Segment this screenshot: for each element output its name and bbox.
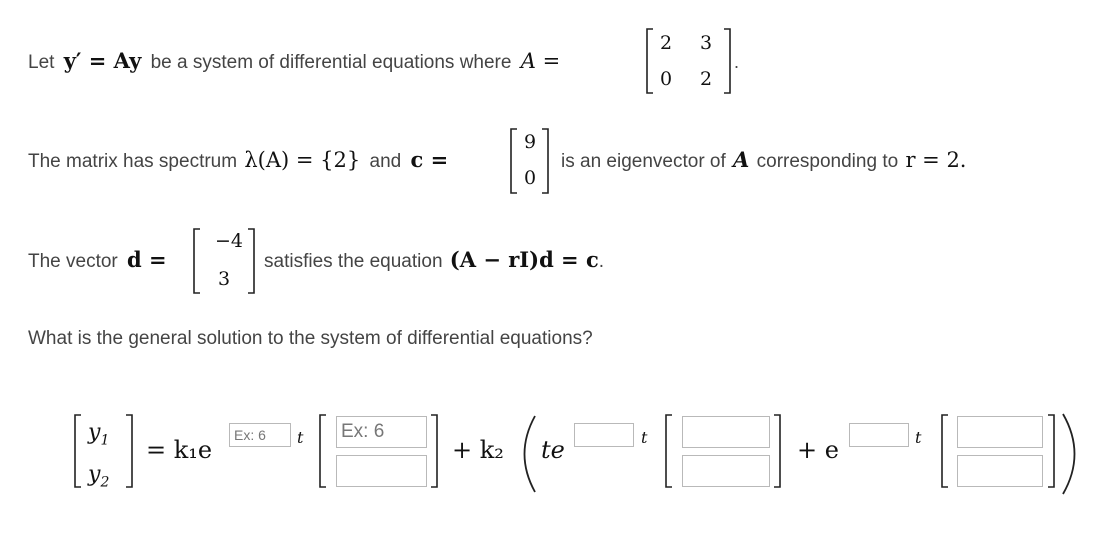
right-paren	[1060, 412, 1080, 496]
vector-lead: The vector	[28, 251, 118, 272]
system-description: be a system of differential equations where	[150, 52, 512, 73]
vector-c-right-bracket	[540, 127, 550, 195]
question-text: What is the general solution to the system of differential equations?	[28, 328, 593, 349]
vector-c-r1: 9	[523, 131, 537, 153]
equals-k1-e: = k₁e	[146, 436, 213, 464]
vector-1-bottom-input[interactable]	[336, 455, 427, 487]
generalized-eigen-equation: (A − rI)d = c	[449, 247, 599, 272]
line1-period: .	[734, 52, 740, 72]
statement-line-2	[28, 147, 448, 173]
te-text: te	[541, 436, 565, 464]
vector-2-top-input[interactable]	[682, 416, 770, 448]
vector-3-top-input[interactable]	[957, 416, 1043, 448]
matrix-A-label: A =	[520, 49, 561, 73]
exponent-3-input[interactable]	[849, 423, 909, 447]
spectrum-set: λ(A) = {2}	[244, 148, 361, 172]
let-text: Let	[28, 52, 55, 73]
y1-entry: $y_1$	[88, 420, 110, 449]
matrix-A-right-bracket	[722, 27, 732, 95]
left-paren	[520, 414, 538, 494]
y2-entry: $y_2$	[88, 462, 110, 491]
statement-line-3	[28, 247, 167, 273]
vector-3-bottom-input[interactable]	[957, 455, 1043, 487]
vec3-right-bracket	[1046, 413, 1056, 489]
vec2-left-bracket	[664, 413, 674, 489]
matrix-A-r1c1: 2	[659, 32, 673, 54]
y-vector-right-bracket	[124, 413, 134, 489]
vec1-left-bracket	[318, 413, 328, 489]
statement-line-1	[28, 48, 560, 74]
statement-line-2-tail	[561, 147, 966, 173]
y-vector-left-bracket	[73, 413, 83, 489]
matrix-A-r2c1: 0	[659, 68, 673, 90]
vector-d-label: d =	[127, 247, 167, 272]
vector-c-label: c =	[410, 147, 449, 172]
vec3-left-bracket	[940, 413, 950, 489]
plus-k2: + k₂	[452, 436, 504, 464]
vector-1-top-input[interactable]	[336, 416, 427, 448]
vector-d-r2: 3	[217, 268, 231, 290]
t-exponent-1: t	[297, 428, 304, 447]
vec2-right-bracket	[772, 413, 782, 489]
eigenvector-text: is an eigenvector of	[561, 151, 726, 172]
matrix-A-r1c2: 3	[699, 32, 713, 54]
vector-d-left-bracket	[192, 227, 202, 295]
vec1-right-bracket	[429, 413, 439, 489]
system-equation: y′ = Ay	[63, 48, 142, 73]
corresponding-text: corresponding to	[756, 151, 899, 172]
t-exponent-3: t	[915, 428, 922, 447]
exponent-1-input[interactable]	[229, 423, 291, 447]
satisfies-text: satisfies the equation	[264, 251, 443, 272]
exponent-2-input[interactable]	[574, 423, 634, 447]
spectrum-lead: The matrix has spectrum	[28, 151, 238, 172]
vector-d-right-bracket	[246, 227, 256, 295]
line3-period: .	[598, 251, 605, 272]
t-exponent-2: t	[641, 428, 648, 447]
vector-c-r2: 0	[523, 167, 537, 189]
vector-2-bottom-input[interactable]	[682, 455, 770, 487]
statement-line-3-tail	[264, 247, 604, 273]
matrix-A-ref: A	[733, 147, 750, 172]
matrix-A-r2c2: 2	[699, 68, 713, 90]
eigenvalue-r: r = 2.	[905, 148, 967, 172]
and-text: and	[369, 151, 402, 172]
plus-e: + e	[797, 436, 839, 464]
vector-d-r1: −4	[214, 230, 243, 252]
